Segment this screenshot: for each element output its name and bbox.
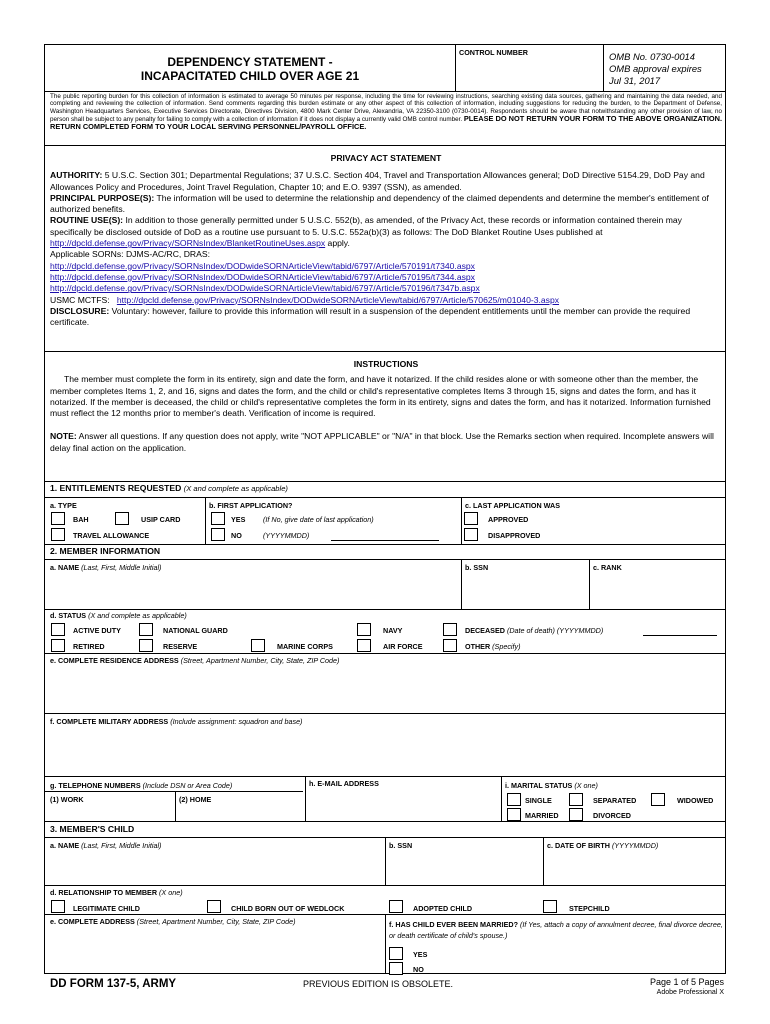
adopted-child-label: ADOPTED CHILD — [413, 904, 473, 913]
military-address-label: f. COMPLETE MILITARY ADDRESS (Include assignment: squadron and base) — [50, 717, 303, 726]
privacy-act-statement — [50, 153, 722, 328]
authority-text: 5 U.S.C. Section 301; Departmental Regulations; 37 U.S.C. Section 404, Travel and Transportation Allowances general; DoD Directive 5154.29, DoD Pay and Allowances Policy and Procedures, Joint Travel Regulation, Chapter 10; and E.O. 9397 (SSN), as amended. — [50, 170, 705, 192]
child-ssn-label: b. SSN — [389, 841, 413, 850]
active-duty-checkbox[interactable] — [51, 623, 65, 636]
legitimate-child-checkbox[interactable] — [51, 900, 65, 913]
national-guard-checkbox[interactable] — [139, 623, 153, 636]
omb-date: Jul 31, 2017 — [609, 75, 661, 86]
child-born-out-of-wedlock-label: CHILD BORN OUT OF WEDLOCK — [231, 904, 345, 913]
active-duty-label: ACTIVE DUTY — [73, 626, 121, 635]
home-phone-label: (2) HOME — [179, 795, 212, 804]
privacy-disclosure — [50, 306, 722, 329]
child-dob-field[interactable] — [544, 851, 724, 884]
routine-label: ROUTINE USE(S): — [50, 215, 124, 226]
divorced-checkbox[interactable] — [569, 808, 583, 821]
child-married-yes-checkbox[interactable] — [389, 947, 403, 960]
form-id: DD FORM 137-5, ARMY — [50, 978, 177, 990]
legitimate-child-label: LEGITIMATE CHILD — [73, 904, 140, 913]
privacy-authority — [50, 170, 722, 193]
telephone-label: g. TELEPHONE NUMBERS (Include DSN or Area Code) — [50, 781, 233, 790]
note-label: NOTE: — [50, 431, 77, 442]
residence-address-field[interactable] — [46, 667, 724, 712]
member-rank-label: c. RANK — [593, 563, 622, 572]
child-name-field[interactable] — [46, 851, 384, 884]
stepchild-label: STEPCHILD — [569, 904, 610, 913]
software-note: Adobe Professional X — [656, 989, 724, 996]
retired-label: RETIRED — [73, 642, 105, 651]
usip-card-checkbox[interactable] — [115, 512, 129, 525]
work-phone-field[interactable] — [46, 805, 174, 820]
section2-heading: 2. MEMBER INFORMATION — [50, 546, 161, 556]
date-of-death-field[interactable] — [643, 635, 717, 636]
purpose-text: The information will be used to determine the relationship and dependency of the claimed dependents and determine the member's entitlement of authorized benefits. — [50, 192, 709, 215]
control-number-field[interactable] — [456, 59, 602, 90]
child-married-no-checkbox[interactable] — [389, 962, 403, 975]
sorns-line: Applicable SORNs: DJMS-AC/RC, DRAS: — [50, 249, 210, 260]
omb-info — [609, 51, 702, 87]
form-title-line1: DEPENDENCY STATEMENT - — [167, 55, 333, 69]
disapproved-label: DISAPPROVED — [488, 531, 541, 540]
adopted-child-checkbox[interactable] — [389, 900, 403, 913]
first-application-label: b. FIRST APPLICATION? — [209, 501, 293, 510]
routine-apply: apply. — [327, 238, 350, 249]
form-page — [44, 44, 726, 974]
bah-label: BAH — [73, 515, 89, 524]
mctfs-link[interactable]: http://dpcld.defense.gov/Privacy/SORNsIndex/DODwideSORNArticleView/tabid/6797/Article/570625/m01040-3.aspx — [116, 294, 560, 305]
mctfs-line — [50, 295, 722, 306]
burden-return-instruction: PLEASE DO NOT RETURN YOUR FORM TO THE ABOVE ORGANIZATION. RETURN COMPLETED FORM TO YOUR LOCAL SERVING PERSONNEL/PAYROLL OFFICE. — [50, 113, 723, 132]
authority-label: AUTHORITY: — [50, 170, 103, 181]
blanket-routine-uses-link[interactable]: http://dpcld.defense.gov/Privacy/SORNsIndex/BlanketRoutineUses.aspx — [50, 238, 326, 249]
sorn-link-t7340[interactable]: http://dpcld.defense.gov/Privacy/SORNsIndex/DODwideSORNArticleView/tabid/6797/Article/570191/t7340.aspx — [50, 260, 475, 271]
member-rank-field[interactable] — [590, 573, 724, 607]
bah-checkbox[interactable] — [51, 512, 65, 525]
deceased-checkbox[interactable] — [443, 623, 457, 636]
note-text: Answer all questions. If any question does not apply, write "NOT APPLICABLE" or "N/A" in that block. Use the Remarks section when required. Incomplete answers will delay final action on the application. — [50, 431, 714, 453]
child-address-label: e. COMPLETE ADDRESS (Street, Apartment Number, City, State, ZIP Code) — [50, 917, 296, 926]
omb-number: OMB No. 0730-0014 — [609, 51, 695, 62]
child-married-yes-label: YES — [413, 950, 428, 959]
omb-approval: OMB approval expires — [609, 63, 702, 74]
burden-text: The public reporting burden for this collection of information is estimated to average 50 minutes per response, including the time for reviewing instructions, searching existing data sources, gathering and maintaining the data needed, and completing and reviewing the collection of information. Send comments regarding this burden estimate or any other aspect of this collection of information, including suggestions for reducing the burden, to the Department of Defense, Washington Headquarters Services, Executive Services Directorate, Directives Division, 4800 Mark Center Drive, Alexandria, VA 22350-3100 (0730-0014). Respondents should be aware that notwithstanding any other provision of law, no person shall be subject to any penalty for failing to comply with a collection of information if it does not display a currently valid OMB control number. — [50, 93, 722, 123]
relationship-label: d. RELATIONSHIP TO MEMBER (X one) — [50, 888, 183, 897]
approved-label: APPROVED — [488, 515, 529, 524]
type-label: a. TYPE — [50, 501, 77, 510]
status-label: d. STATUS (X and complete as applicable) — [50, 611, 187, 620]
burden-statement — [50, 93, 722, 131]
air-force-label: AIR FORCE — [383, 642, 423, 651]
sorn-link-t7347b[interactable]: http://dpcld.defense.gov/Privacy/SORNsIndex/DODwideSORNArticleView/tabid/6797/Article/570196/t7347b.aspx — [50, 283, 480, 294]
home-phone-field[interactable] — [176, 805, 304, 820]
first-app-yes-hint: (If No, give date of last application) — [263, 515, 374, 524]
section3-heading: 3. MEMBER'S CHILD — [50, 824, 135, 834]
first-app-no-checkbox[interactable] — [211, 528, 225, 541]
first-app-date-hint: (YYYYMMDD) — [263, 531, 310, 540]
first-app-no-label: NO — [231, 531, 242, 540]
deceased-label: DECEASED (Date of death) (YYYYMMDD) — [465, 626, 604, 635]
reserve-label: RESERVE — [163, 642, 198, 651]
email-label: h. E-MAIL ADDRESS — [309, 779, 379, 788]
form-title — [45, 55, 455, 83]
married-label: MARRIED — [525, 811, 559, 820]
routine-text: In addition to those generally permitted under 5 U.S.C. 552(b), as amended, of the Privacy Act, these records or information contained therein may specifically be disclosed outside of DoD as a routine use pursuant to 5. U.S.C. 552a(b)(3) as follows: The DoD Blanket Routine Uses published at — [50, 215, 682, 237]
mctfs-label: USMC MCTFS: — [50, 294, 110, 305]
travel-allowance-label: TRAVEL ALLOWANCE — [73, 531, 150, 540]
military-address-field[interactable] — [46, 728, 724, 774]
instructions — [50, 359, 722, 454]
member-name-label: a. NAME (Last, First, Middle Initial) — [50, 563, 162, 572]
separated-checkbox[interactable] — [569, 793, 583, 806]
purpose-label: PRINCIPAL PURPOSE(S): — [50, 192, 155, 203]
disapproved-checkbox[interactable] — [464, 528, 478, 541]
first-app-yes-label: YES — [231, 515, 246, 524]
national-guard-label: NATIONAL GUARD — [163, 626, 228, 635]
marine-corps-checkbox[interactable] — [251, 639, 265, 652]
air-force-checkbox[interactable] — [357, 639, 371, 652]
child-dob-label: c. DATE OF BIRTH (YYYYMMDD) — [547, 841, 659, 850]
single-checkbox[interactable] — [507, 793, 521, 806]
travel-allowance-checkbox[interactable] — [51, 528, 65, 541]
married-checkbox[interactable] — [507, 808, 521, 821]
child-name-label: a. NAME (Last, First, Middle Initial) — [50, 841, 162, 850]
last-application-label: c. LAST APPLICATION WAS — [465, 501, 561, 510]
form-title-line2: INCAPACITATED CHILD OVER AGE 21 — [140, 69, 360, 83]
approved-checkbox[interactable] — [464, 512, 478, 525]
divorced-label: DIVORCED — [593, 811, 631, 820]
marine-corps-label: MARINE CORPS — [277, 642, 333, 651]
usip-card-label: USIP CARD — [141, 515, 181, 524]
instructions-heading: INSTRUCTIONS — [353, 359, 419, 369]
navy-label: NAVY — [383, 626, 403, 635]
sorn-link-t7344[interactable]: http://dpcld.defense.gov/Privacy/SORNsIndex/DODwideSORNArticleView/tabid/6797/Article/570195/t7344.aspx — [50, 271, 475, 282]
stepchild-checkbox[interactable] — [543, 900, 557, 913]
marital-status-label: i. MARITAL STATUS (X one) — [505, 781, 598, 790]
other-checkbox[interactable] — [443, 639, 457, 652]
instructions-text: The member must complete the form in its entirety, sign and date the form, and have it notarized. If the child resides alone or with someone other than the member, the member completes Items 1, 2, and 16, signs and dates the form, and the child or child's representative completes Items 3 through 15, signs and dates the form, and has it notarized. If the member is deceased, the child or child's representative completes the form in its entirety, signs and dates the form, and has it notarized. Information furnished must reflect the 12 months prior to member's death. Verification of income is required. — [50, 374, 711, 419]
instructions-note — [50, 431, 722, 454]
widowed-checkbox[interactable] — [651, 793, 665, 806]
privacy-purpose — [50, 193, 722, 216]
page-number: Page 1 of 5 Pages — [649, 977, 724, 987]
retired-checkbox[interactable] — [51, 639, 65, 652]
disclosure-label: DISCLOSURE: — [50, 305, 110, 316]
child-married-no-label: NO — [413, 965, 424, 974]
first-app-yes-checkbox[interactable] — [211, 512, 225, 525]
previous-edition-note: PREVIOUS EDITION IS OBSOLETE. — [303, 979, 454, 989]
privacy-routine-use — [50, 215, 722, 249]
member-name-field[interactable] — [46, 573, 460, 607]
member-ssn-field[interactable] — [462, 573, 588, 607]
disclosure-text: Voluntary: however, failure to provide this information will result in a suspension of the dependent entitlements until the member can provide the required certificate. — [50, 305, 691, 328]
child-born-out-of-wedlock-checkbox[interactable] — [207, 900, 221, 913]
residence-address-label: e. COMPLETE RESIDENCE ADDRESS (Street, Apartment Number, City, State, ZIP Code) — [50, 656, 340, 665]
section1-heading: 1. ENTITLEMENTS REQUESTED (X and complete as applicable) — [50, 483, 288, 493]
navy-checkbox[interactable] — [357, 623, 371, 636]
child-ssn-field[interactable] — [386, 851, 542, 884]
child-address-field[interactable] — [46, 929, 384, 974]
separated-label: SEPARATED — [593, 796, 637, 805]
privacy-heading: PRIVACY ACT STATEMENT — [330, 153, 442, 163]
control-number-label: CONTROL NUMBER — [459, 48, 528, 57]
member-ssn-label: b. SSN — [465, 563, 489, 572]
last-application-date-field[interactable] — [331, 540, 439, 541]
child-married-label: f. HAS CHILD EVER BEEN MARRIED? (If Yes, attach a copy of annulment decree, final divorce decree, or death certificate of child's spouse.) — [389, 920, 723, 940]
single-label: SINGLE — [525, 796, 552, 805]
widowed-label: WIDOWED — [677, 796, 714, 805]
reserve-checkbox[interactable] — [139, 639, 153, 652]
other-label: OTHER (Specify) — [465, 642, 521, 651]
email-field[interactable] — [306, 790, 499, 820]
work-phone-label: (1) WORK — [50, 795, 84, 804]
